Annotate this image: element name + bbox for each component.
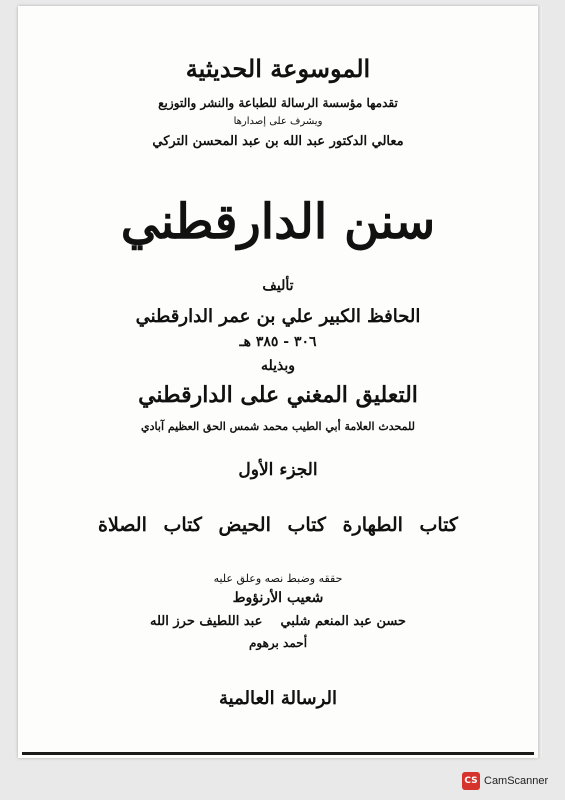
- editors-label: حققه وضبط نصه وعلق عليه: [213, 572, 343, 585]
- camscanner-watermark: [462, 772, 548, 790]
- authored-label: تأليف: [262, 278, 294, 294]
- author-name: الحافظ الكبير علي بن عمر الدارقطني: [135, 306, 421, 327]
- bottom-rule: [22, 752, 534, 755]
- appendix-title: التعليق المغني على الدارقطني: [138, 382, 418, 408]
- camscanner-logo-icon: CS: [462, 772, 480, 790]
- appendix-author: للمحدث العلامة أبي الطيب محمد شمس الحق العظيم آبادي: [141, 420, 415, 433]
- publisher-name: الرسالة العالمية: [218, 688, 337, 709]
- author-dates: ٣٠٦ - ٣٨٥ هـ: [239, 334, 317, 350]
- volume-label: الجزء الأول: [238, 460, 318, 480]
- book-page-edge: [538, 6, 542, 758]
- lead-editor: شعيب الأرنؤوط: [232, 590, 324, 606]
- camscanner-label: CamScanner: [484, 775, 549, 787]
- supervisor-name: معالي الدكتور عبد الله بن عبد المحسن التركي: [152, 134, 404, 149]
- last-editor: أحمد برهوم: [248, 636, 308, 650]
- series-name: الموسوعة الحديثية: [185, 54, 371, 83]
- scanned-title-page: [18, 6, 538, 758]
- supervision-label: ويشرف على إصدارها: [233, 116, 323, 127]
- book-contents: كتاب الطهارة كتاب الحيض كتاب الصلاة: [98, 514, 458, 536]
- book-title: سنن الدارقطني: [120, 194, 436, 250]
- appended-label: وبذيله: [260, 358, 296, 374]
- co-editors: حسن عبد المنعم شلبي عبد اللطيف حرز الله: [150, 614, 406, 629]
- series-prepared-by: تقدمها مؤسسة الرسالة للطباعة والنشر والتوزيع: [158, 96, 398, 110]
